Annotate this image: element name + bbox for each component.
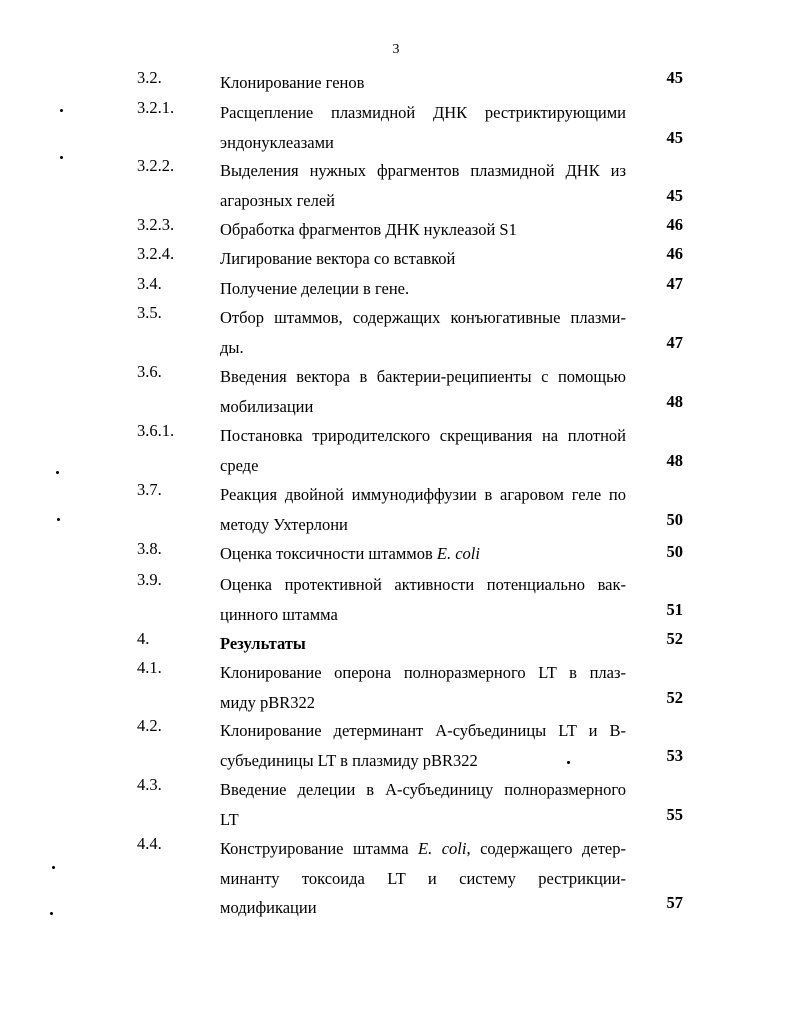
toc-entry-title-line: методу Ухтерлони bbox=[220, 514, 348, 534]
toc-entry-number: 3.4. bbox=[137, 274, 162, 293]
toc-entry-title-line: эндонуклеазами bbox=[220, 132, 334, 152]
toc-entry-number: 3.9. bbox=[137, 570, 162, 589]
toc-entry-title-line: Введения вектора в бактерии-реципиенты с помощью bbox=[220, 367, 626, 386]
toc-entry-number: 3.2.4. bbox=[137, 244, 175, 263]
scan-speck bbox=[60, 109, 63, 112]
toc-entry-title-line bbox=[220, 834, 626, 864]
toc-entry-page: 52 bbox=[666, 629, 683, 648]
toc-entry-number: 4.2. bbox=[137, 716, 162, 735]
toc-entry-number: 3.2. bbox=[137, 68, 162, 87]
toc-entry-title: Обработка фрагментов ДНК нуклеазой S1 bbox=[220, 220, 517, 239]
toc-entry-number: 3.2.3. bbox=[137, 215, 175, 234]
toc-entry-title bbox=[220, 362, 626, 421]
toc-entry-title-line: цинного штамма bbox=[220, 604, 338, 624]
toc-entry-page: 47 bbox=[666, 333, 683, 352]
toc-entry-title bbox=[220, 421, 626, 480]
toc-entry-title bbox=[220, 98, 626, 157]
scan-speck bbox=[567, 761, 570, 764]
toc-entry-title-italic: E. coli bbox=[436, 544, 480, 563]
toc-entry-page: 53 bbox=[666, 746, 683, 765]
toc-entry-title-line: Реакция двойной иммунодиффузии в агаровом геле по bbox=[220, 485, 626, 504]
toc-entry-title bbox=[220, 775, 626, 834]
scan-speck bbox=[60, 156, 63, 159]
toc-entry-title-line: агарозных гелей bbox=[220, 190, 335, 210]
toc-entry-number: 3.8. bbox=[137, 539, 162, 558]
toc-entry-title-line: Клонирование детерминант А-субъединицы LT и В- bbox=[220, 721, 626, 740]
scan-speck bbox=[50, 912, 53, 915]
toc-entry-title-line: мобилизации bbox=[220, 396, 314, 416]
toc-entry-number: 4.3. bbox=[137, 775, 162, 794]
toc-entry-title: Получение делеции в гене. bbox=[220, 279, 410, 298]
toc-entry-number: 3.7. bbox=[137, 480, 162, 499]
toc-entry-number: 4. bbox=[137, 629, 150, 648]
toc-entry-title-line: Постановка триродителского скрещивания на плотной bbox=[220, 426, 626, 445]
toc-entry-number: 3.6. bbox=[137, 362, 162, 381]
toc-entry-title-line: минанту токсоида LT и систему рестрикции- bbox=[220, 868, 626, 888]
toc-entry-number: 3.2.2. bbox=[137, 156, 175, 175]
toc-entry-number: 3.6.1. bbox=[137, 421, 175, 440]
toc-entry-page: 55 bbox=[666, 805, 683, 824]
toc-entry-title-line: ды. bbox=[220, 337, 244, 357]
toc-entry-number: 3.5. bbox=[137, 303, 162, 322]
scan-speck bbox=[56, 471, 59, 474]
toc-entry-page: 45 bbox=[666, 186, 683, 205]
toc-entry-number: 3.2.1. bbox=[137, 98, 175, 117]
toc-entry-title bbox=[220, 716, 626, 775]
toc-entry-page: 46 bbox=[666, 244, 683, 263]
toc-entry-title bbox=[220, 156, 626, 215]
toc-entry-title-text: Конструирование штамма bbox=[220, 839, 419, 858]
toc-entry-title bbox=[220, 834, 626, 923]
toc-entry-title-line: среде bbox=[220, 455, 259, 475]
toc-entry-title-line: Отбор штаммов, содержащих конъюгативные плазми- bbox=[220, 308, 626, 327]
toc-entry-page: 47 bbox=[666, 274, 683, 293]
toc-entry-page: 48 bbox=[666, 451, 683, 470]
toc-entry-page: 52 bbox=[666, 688, 683, 707]
toc-entry-page: 45 bbox=[666, 68, 683, 87]
toc-entry-title-line: Клонирование оперона полноразмерного LT в плаз- bbox=[220, 663, 626, 682]
toc-entry-title bbox=[220, 658, 626, 717]
toc-entry-title-line: Введение делеции в А-субъединицу полноразмерного bbox=[220, 780, 626, 799]
scan-speck bbox=[57, 518, 60, 521]
toc-entry-page: 46 bbox=[666, 215, 683, 234]
toc-entry-title: Лигирование вектора со вставкой bbox=[220, 249, 456, 268]
scan-speck bbox=[52, 866, 55, 869]
toc-entry-title-line: миду pBR322 bbox=[220, 692, 316, 712]
toc-entry-title: Клонирование генов bbox=[220, 73, 365, 92]
toc-entry-title-text: , содержащего детер- bbox=[466, 839, 626, 858]
toc-entry-title bbox=[220, 303, 626, 362]
toc-entry-title-line: модификации bbox=[220, 898, 317, 917]
toc-entry-page: 48 bbox=[666, 392, 683, 411]
toc-entry-title bbox=[220, 570, 626, 629]
toc-entry-title-text: Оценка токсичности штаммов bbox=[220, 544, 437, 563]
toc-entry-page: 45 bbox=[666, 128, 683, 147]
toc-entry-number: 4.4. bbox=[137, 834, 162, 853]
page-number: 3 bbox=[392, 42, 400, 57]
toc-entry-title-line: LT bbox=[220, 809, 239, 829]
toc-entry-title-line: Выделения нужных фрагментов плазмидной ДНК из bbox=[220, 161, 626, 180]
toc-entry-title-line: субъединицы LT в плазмиду pBR322 bbox=[220, 750, 478, 770]
toc-entry-page: 50 bbox=[666, 510, 683, 529]
toc-entry-page: 50 bbox=[666, 542, 683, 561]
toc-entry-page: 57 bbox=[666, 893, 683, 912]
toc-entry-title bbox=[220, 539, 626, 569]
toc-entry-title: Результаты bbox=[220, 634, 306, 653]
toc-entry-number: 4.1. bbox=[137, 658, 162, 677]
toc-entry-title-line: Расщепление плазмидной ДНК рестриктирующими bbox=[220, 103, 626, 122]
toc-entry-title-line: Оценка протективной активности потенциально вак- bbox=[220, 575, 626, 594]
toc-entry-title-italic: E. coli bbox=[418, 839, 467, 858]
toc-entry-page: 51 bbox=[666, 600, 683, 619]
toc-entry-title bbox=[220, 480, 626, 539]
